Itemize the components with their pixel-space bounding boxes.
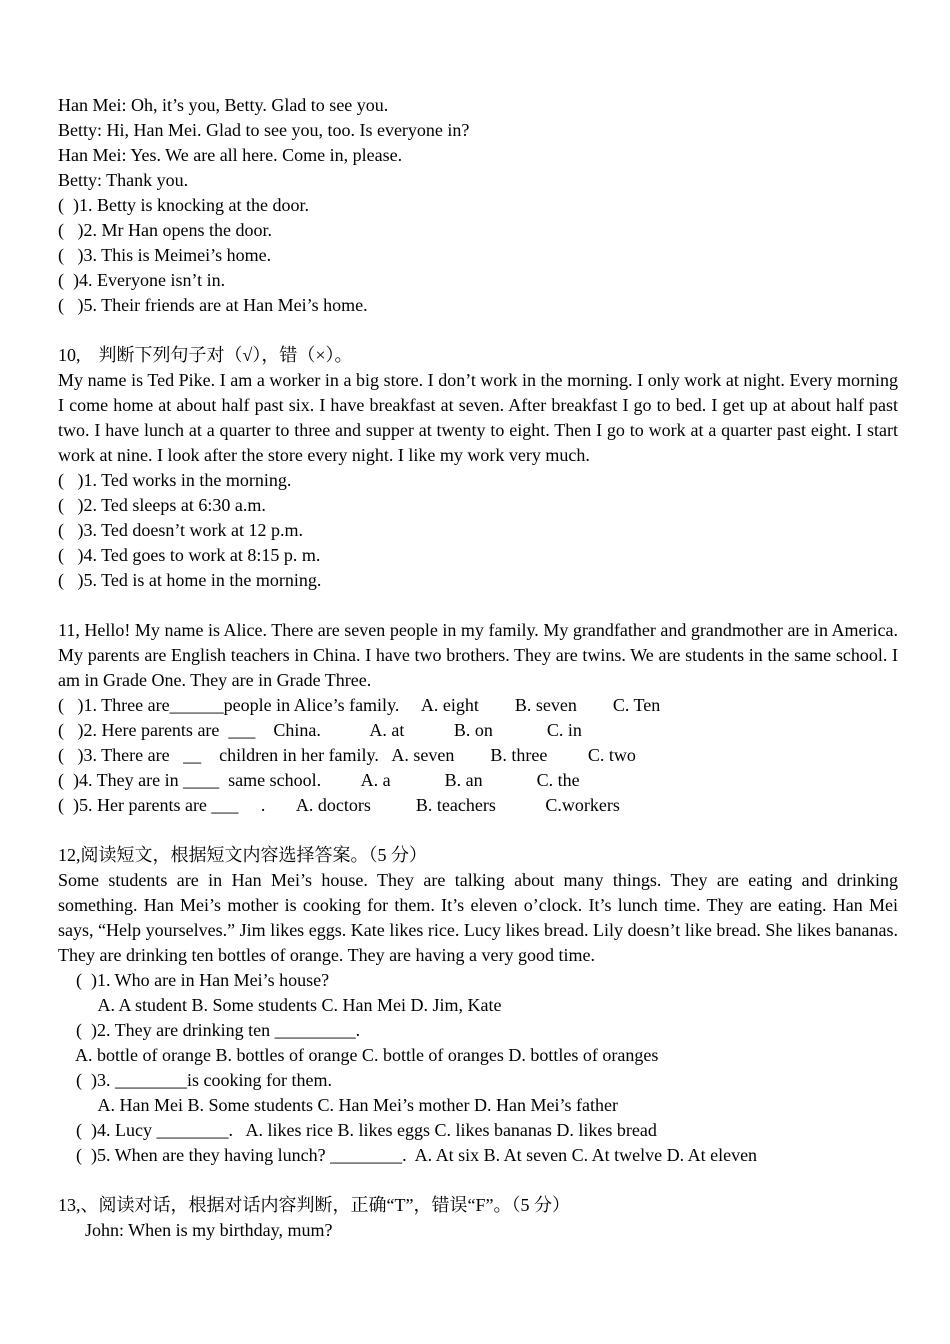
- dialogue-line: John: When is my birthday, mum?: [58, 1220, 333, 1240]
- dialogue-line: Han Mei: Oh, it’s you, Betty. Glad to see you.: [58, 95, 389, 115]
- question-item: ( )2. Here parents are ___ China. A. at B. on C. in: [58, 720, 582, 740]
- question-item: ( )1. Who are in Han Mei’s house?: [58, 970, 330, 990]
- question-item: ( )1. Three are______people in Alice’s family. A. eight B. seven C. Ten: [58, 695, 661, 715]
- spacer: [58, 318, 898, 343]
- question-item: ( )3. Ted doesn’t work at 12 p.m.: [58, 520, 304, 540]
- question-item: ( )4. They are in ____ same school. A. a B. an C. the: [58, 770, 580, 790]
- question-item: ( )5. When are they having lunch? ________. A. At six B. At seven C. At twelve D. At eleven: [58, 1145, 758, 1165]
- question-item: ( )3. There are __ children in her family. A. seven B. three C. two: [58, 745, 636, 765]
- dialogue-line: Betty: Thank you.: [58, 170, 189, 190]
- question-item: ( )2. Mr Han opens the door.: [58, 220, 272, 240]
- question-item: ( )2. They are drinking ten _________.: [58, 1020, 361, 1040]
- question-item: ( )5. Her parents are ___ . A. doctors B. teachers C.workers: [58, 795, 620, 815]
- question-item: ( )4. Everyone isn’t in.: [58, 270, 226, 290]
- section-10-passage: My name is Ted Pike. I am a worker in a big store. I don’t work in the morning. I only work at night. Every morning I come home at about half past six. I have breakfast at seven. After breakfast I go to bed. I get up at about half past two. I have lunch at a quarter to three and supper at twenty to eight. Then I go to work at a quarter past eight. I start work at nine. I look after the store every night. I like my work very much.: [58, 370, 898, 465]
- worksheet-page: [58, 93, 898, 1243]
- answer-options: A. A student B. Some students C. Han Mei D. Jim, Kate: [58, 995, 502, 1015]
- question-item: ( )1. Betty is knocking at the door.: [58, 195, 309, 215]
- question-item: ( )2. Ted sleeps at 6:30 a.m.: [58, 495, 266, 515]
- section-12-heading: 12,阅读短文，根据短文内容选择答案。（5 分）: [58, 845, 427, 865]
- spacer: [58, 593, 898, 618]
- dialogue-line: Betty: Hi, Han Mei. Glad to see you, too. Is everyone in?: [58, 120, 470, 140]
- question-item: ( )3. This is Meimei’s home.: [58, 245, 272, 265]
- answer-options: A. Han Mei B. Some students C. Han Mei’s mother D. Han Mei’s father: [58, 1095, 618, 1115]
- spacer: [58, 818, 898, 843]
- question-item: ( )4. Lucy ________. A. likes rice B. likes eggs C. likes bananas D. likes bread: [58, 1120, 657, 1140]
- question-item: ( )5. Ted is at home in the morning.: [58, 570, 322, 590]
- question-item: ( )3. ________is cooking for them.: [58, 1070, 332, 1090]
- question-item: ( )4. Ted goes to work at 8:15 p. m.: [58, 545, 321, 565]
- answer-options: A. bottle of orange B. bottles of orange C. bottle of oranges D. bottles of oranges: [58, 1045, 659, 1065]
- section-13-heading: 13,、阅读对话，根据对话内容判断，正确“T”，错误“F”。（5 分）: [58, 1195, 570, 1215]
- section-10-heading: 10, 判断下列句子对（√），错（×）。: [58, 345, 353, 365]
- question-item: ( )5. Their friends are at Han Mei’s home.: [58, 295, 368, 315]
- question-item: ( )1. Ted works in the morning.: [58, 470, 292, 490]
- dialogue-line: Han Mei: Yes. We are all here. Come in, please.: [58, 145, 403, 165]
- section-12-passage: Some students are in Han Mei’s house. They are talking about many things. They are eating and drinking something. Han Mei’s mother is cooking for them. It’s eleven o’clock. It’s lunch time. They are eating. Han Mei says, “Help yourselves.” Jim likes eggs. Kate likes rice. Lucy likes bread. Lily doesn’t like bread. She likes bananas. They are drinking ten bottles of orange. They are having a very good time.: [58, 870, 898, 965]
- section-11-passage: 11, Hello! My name is Alice. There are seven people in my family. My grandfather and grandmother are in America. My parents are English teachers in China. I have two brothers. They are twins. We are students in the same school. I am in Grade One. They are in Grade Three.: [58, 620, 898, 690]
- spacer: [58, 1168, 898, 1193]
